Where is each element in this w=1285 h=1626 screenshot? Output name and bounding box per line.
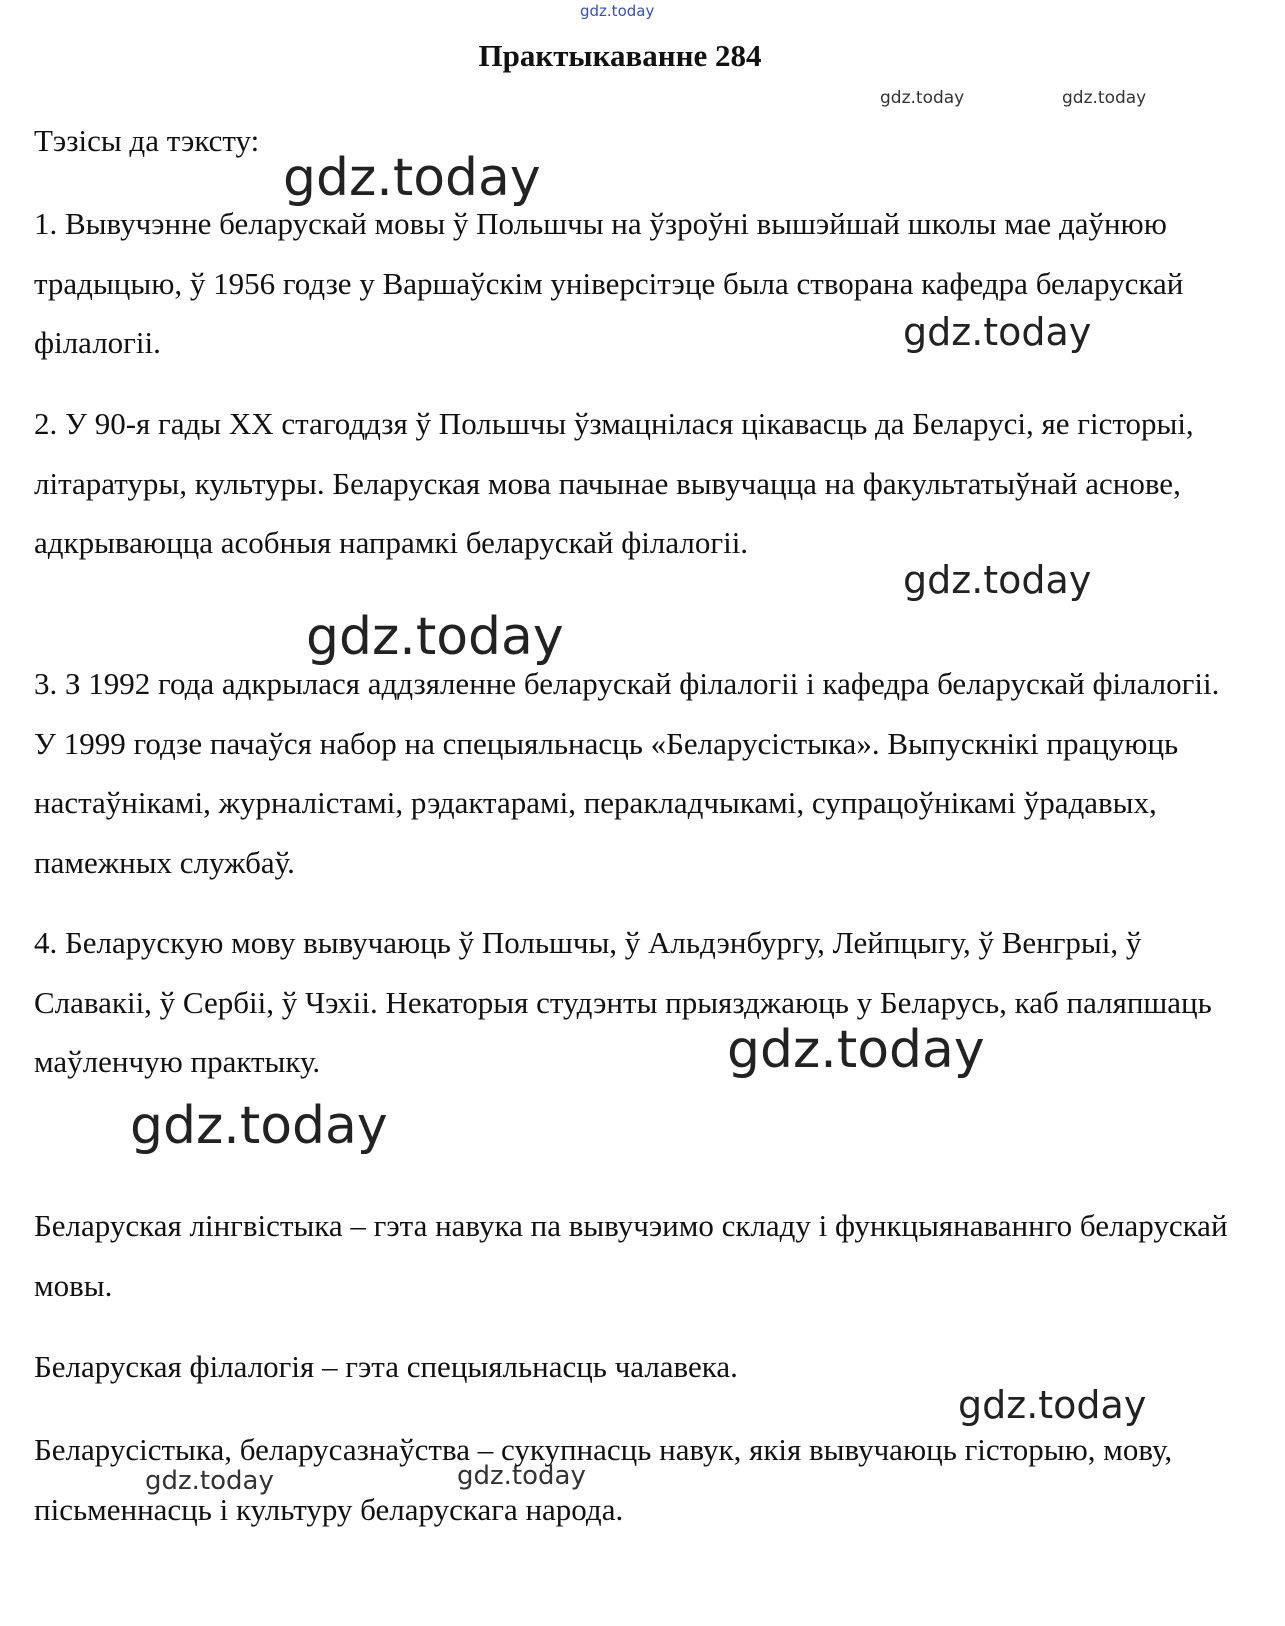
watermark-med-2: gdz.today — [903, 558, 1092, 602]
watermark-top: gdz.today — [580, 2, 655, 20]
thesis-3: 3. З 1992 года адкрылася аддзяленне беларускай філалогіі і кафедра беларускай філалогіі. У 1999 годзе пачаўся набор на спецыяльнасць «Беларусістыка». Выпускнікі працуюць настаўнікамі, журналістамі, рэдактарамі, перакладчыкамі, супрацоўнікамі ўрадавых, памежных службаў. — [34, 666, 1220, 880]
watermark-large-3: gdz.today — [727, 1020, 985, 1080]
watermark-small-2: gdz.today — [457, 1461, 586, 1491]
watermark-med-3: gdz.today — [958, 1383, 1147, 1427]
thesis-4: 4. Беларускую мову вывучаюць ў Польшчы, ў Альдэнбургу, Лейпцыгу, ў Венгрыі, ў Славакіі, ў Сербіі, ў Чэхіі. Некаторыя студэнты прыязджаюць у Беларусь, каб паляпшаць маўленчую практыку. — [34, 925, 1212, 1079]
definition-2: Беларуская філалогія – гэта спецыяльнасць чалавека. — [34, 1349, 738, 1384]
watermark-tiny-1: gdz.today — [880, 88, 965, 108]
intro-text: Тэзісы да тэксту: — [34, 123, 260, 158]
definition-3: Беларусістыка, беларусазнаўства – сукупнасць навук, якія вывучаюць гісторыю, мову, пісьменнасць і культуру беларускага народа. — [34, 1432, 1173, 1527]
watermark-large-2: gdz.today — [306, 607, 564, 667]
thesis-1: 1. Вывучэнне беларускай мовы ў Польшчы на ўзроўні вышэйшай школы мае даўнюю традыцыю, ў 1956 годзе у Варшаўскім універсітэце была створана кафедра беларускай філалогіі. — [34, 206, 1184, 360]
thesis-2: 2. У 90-я гады XX стагоддзя ў Польшчы ўзмацнілася цікавасць да Беларусі, яе гісторыі, літаратуры, культуры. Беларуская мова пачынае вывучацца на факультатыўнай аснове, адкрываюцца асобныя напрамкі беларускай філалогіі. — [34, 406, 1194, 560]
page-title: Практыкаванне 284 — [478, 38, 762, 73]
watermark-tiny-2: gdz.today — [1062, 88, 1147, 108]
watermark-med-1: gdz.today — [903, 310, 1092, 354]
watermark-large-1: gdz.today — [283, 148, 541, 208]
watermark-large-4: gdz.today — [130, 1096, 388, 1156]
definition-1: Беларуская лінгвістыка – гэта навука па вывучэимо складу і функцыянаваннго беларускай мовы. — [34, 1208, 1228, 1303]
watermark-small-1: gdz.today — [145, 1466, 274, 1496]
